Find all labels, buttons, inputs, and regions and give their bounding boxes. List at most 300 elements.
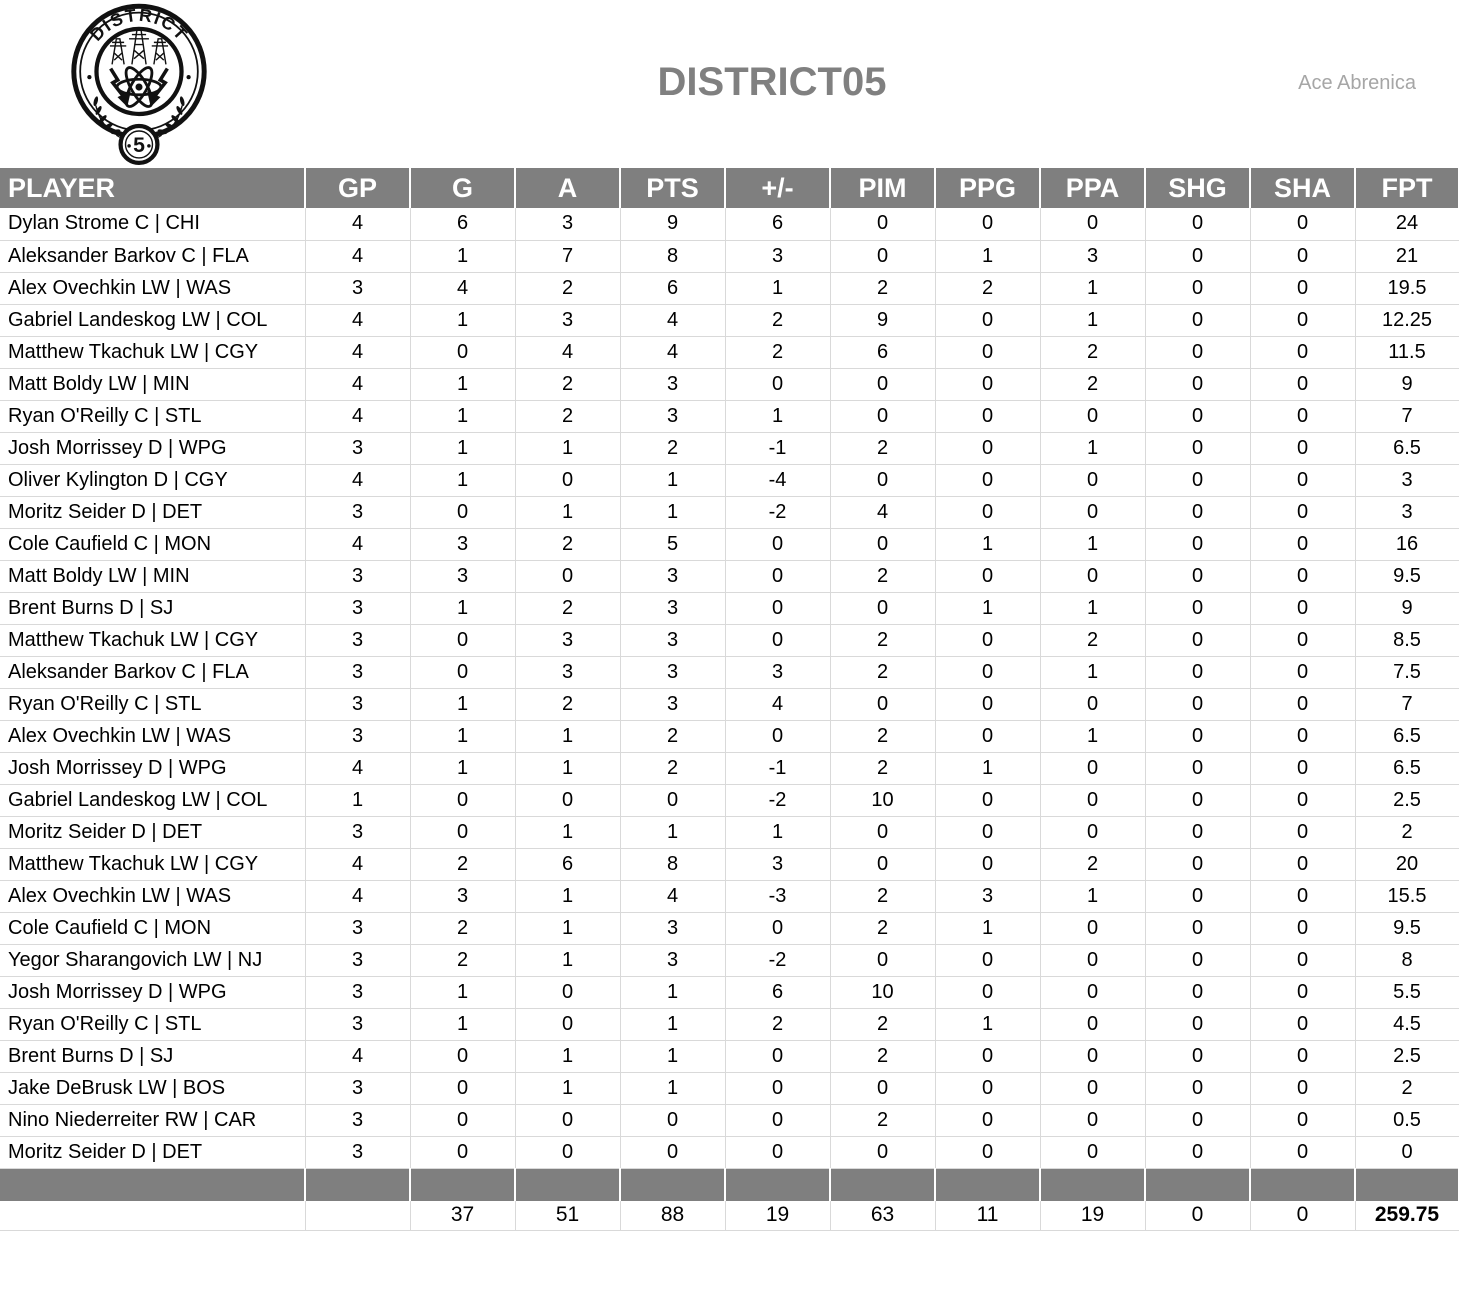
stat-cell: 0 (1250, 336, 1355, 368)
player-cell: Matthew Tkachuk LW | CGY (0, 848, 305, 880)
stat-cell: 0 (1250, 592, 1355, 624)
stat-cell: 2 (515, 592, 620, 624)
stat-cell: 3 (410, 880, 515, 912)
stat-cell: 1 (935, 752, 1040, 784)
stat-cell: 0 (830, 1072, 935, 1104)
district-number-badge (121, 126, 158, 163)
stat-cell: 1 (410, 1008, 515, 1040)
stat-cell: 0 (1145, 208, 1250, 240)
stat-cell: 0 (1250, 400, 1355, 432)
table-body (0, 208, 1459, 1230)
district-5-seal-logo (68, 2, 210, 165)
stat-cell: 2 (1040, 624, 1145, 656)
stat-cell: 0 (1040, 816, 1145, 848)
player-cell: Matt Boldy LW | MIN (0, 368, 305, 400)
stat-cell: 12.25 (1355, 304, 1459, 336)
stat-cell: 0 (1145, 752, 1250, 784)
stat-cell: 0 (1250, 496, 1355, 528)
col-header-pts: PTS (620, 168, 725, 208)
stat-cell: 0 (1040, 688, 1145, 720)
stat-cell: 0 (1250, 304, 1355, 336)
table-row (0, 752, 1459, 784)
stat-cell: 2 (515, 400, 620, 432)
stat-cell: 2 (935, 272, 1040, 304)
stat-cell: 2 (515, 272, 620, 304)
stat-cell: 3 (305, 720, 410, 752)
stat-cell: 15.5 (1355, 880, 1459, 912)
stat-cell: 1 (620, 976, 725, 1008)
stat-cell: 1 (515, 1040, 620, 1072)
separator-cell (1040, 1168, 1145, 1201)
stat-cell: 0 (725, 912, 830, 944)
player-cell: Cole Caufield C | MON (0, 912, 305, 944)
stat-cell: 4 (410, 272, 515, 304)
stat-cell: 6 (620, 272, 725, 304)
stat-cell: 0 (1250, 240, 1355, 272)
stat-cell: 9 (1355, 592, 1459, 624)
table-row (0, 464, 1459, 496)
stat-cell: 2 (1040, 336, 1145, 368)
table-row (0, 560, 1459, 592)
stat-cell: 0 (1040, 912, 1145, 944)
player-cell: Alex Ovechkin LW | WAS (0, 720, 305, 752)
stat-cell: 8 (1355, 944, 1459, 976)
stat-cell: 1 (410, 240, 515, 272)
totals-row (0, 1201, 1459, 1230)
stat-cell: 0 (1145, 1072, 1250, 1104)
stat-cell: 2 (830, 912, 935, 944)
stat-cell: 1 (725, 272, 830, 304)
total-cell: 88 (620, 1201, 725, 1230)
stat-cell: 7.5 (1355, 656, 1459, 688)
stat-cell: 3 (620, 944, 725, 976)
stat-cell: 3 (305, 592, 410, 624)
stat-cell: 7 (1355, 400, 1459, 432)
stat-cell: 0 (1250, 752, 1355, 784)
stat-cell: 2.5 (1355, 784, 1459, 816)
stat-cell: 0 (1250, 880, 1355, 912)
player-cell: Moritz Seider D | DET (0, 816, 305, 848)
stat-cell: 3 (725, 656, 830, 688)
stat-cell: 0 (620, 784, 725, 816)
stat-cell: 3 (620, 624, 725, 656)
stat-cell: 4 (830, 496, 935, 528)
stat-cell: 2 (830, 880, 935, 912)
stat-cell: 3 (305, 624, 410, 656)
stat-cell: 0 (935, 1072, 1040, 1104)
col-header-player: PLAYER (0, 168, 305, 208)
stat-cell: 4 (305, 368, 410, 400)
stat-cell: 1 (410, 752, 515, 784)
stat-cell: 1 (515, 720, 620, 752)
stat-cell: 0 (1145, 688, 1250, 720)
stat-cell: 2 (515, 688, 620, 720)
stat-cell: 0 (725, 1136, 830, 1168)
stat-cell: 0 (1040, 1104, 1145, 1136)
stat-cell: 8 (620, 240, 725, 272)
stat-cell: 1 (1040, 528, 1145, 560)
stat-cell: 4 (515, 336, 620, 368)
table-row (0, 784, 1459, 816)
stat-cell: 2 (830, 432, 935, 464)
stat-cell: 2 (515, 528, 620, 560)
stat-cell: 3 (305, 560, 410, 592)
stat-cell: 2 (830, 1040, 935, 1072)
stat-cell: 1 (410, 432, 515, 464)
stat-cell: 3 (305, 1072, 410, 1104)
total-cell (305, 1201, 410, 1230)
stat-cell: 3 (620, 912, 725, 944)
stat-cell: 1 (515, 752, 620, 784)
stat-cell: 0 (935, 464, 1040, 496)
stat-cell: 0 (830, 240, 935, 272)
stat-cell: 9.5 (1355, 560, 1459, 592)
stat-cell: 0 (410, 1040, 515, 1072)
player-cell: Ryan O'Reilly C | STL (0, 688, 305, 720)
total-cell: 19 (725, 1201, 830, 1230)
stat-cell: 0 (830, 688, 935, 720)
table-row (0, 1104, 1459, 1136)
stat-cell: 0 (725, 1072, 830, 1104)
stat-cell: 0 (1250, 784, 1355, 816)
stat-cell: 6 (725, 976, 830, 1008)
report-header (0, 0, 1459, 168)
stat-cell: 0 (935, 816, 1040, 848)
stat-cell: 11.5 (1355, 336, 1459, 368)
stat-cell: 0 (935, 560, 1040, 592)
stat-cell: 0 (1250, 944, 1355, 976)
stat-cell: 1 (1040, 304, 1145, 336)
separator-row (0, 1168, 1459, 1201)
stat-cell: 0 (725, 624, 830, 656)
stat-cell: 0 (1355, 1136, 1459, 1168)
stat-cell: 0 (515, 560, 620, 592)
stat-cell: 3 (305, 496, 410, 528)
player-cell: Matt Boldy LW | MIN (0, 560, 305, 592)
stat-cell: 9 (1355, 368, 1459, 400)
stat-cell: 0 (515, 784, 620, 816)
stat-cell: 1 (1040, 656, 1145, 688)
total-cell: 51 (515, 1201, 620, 1230)
player-cell: Brent Burns D | SJ (0, 592, 305, 624)
stat-cell: 3 (305, 272, 410, 304)
stat-cell: 7 (515, 240, 620, 272)
total-cell: 63 (830, 1201, 935, 1230)
stat-cell: 0 (935, 304, 1040, 336)
stat-cell: 6 (830, 336, 935, 368)
stat-cell: 1 (410, 368, 515, 400)
stat-cell: -2 (725, 944, 830, 976)
stat-cell: 3 (410, 528, 515, 560)
stat-cell: 1 (515, 880, 620, 912)
stat-cell: 0 (1250, 1040, 1355, 1072)
stat-cell: 1 (410, 464, 515, 496)
stat-cell: 3 (515, 208, 620, 240)
stat-cell: 6 (410, 208, 515, 240)
separator-cell (410, 1168, 515, 1201)
stat-cell: 0 (1250, 208, 1355, 240)
stat-cell: 0 (410, 496, 515, 528)
stat-cell: 0 (935, 496, 1040, 528)
stat-cell: 0 (410, 816, 515, 848)
stat-cell: 0 (1250, 464, 1355, 496)
stat-cell: 1 (1040, 432, 1145, 464)
stat-cell: 3 (620, 656, 725, 688)
stat-cell: 3 (305, 1008, 410, 1040)
stat-cell: 0 (1250, 560, 1355, 592)
stat-cell: 3 (305, 976, 410, 1008)
separator-cell (935, 1168, 1040, 1201)
player-cell: Oliver Kylington D | CGY (0, 464, 305, 496)
stat-cell: 4 (305, 1040, 410, 1072)
stat-cell: 9 (830, 304, 935, 336)
stat-cell: 2.5 (1355, 1040, 1459, 1072)
stat-cell: 21 (1355, 240, 1459, 272)
stat-cell: 0 (830, 208, 935, 240)
stat-cell: 1 (305, 784, 410, 816)
separator-cell (515, 1168, 620, 1201)
stat-cell: 3 (305, 1136, 410, 1168)
player-cell: Moritz Seider D | DET (0, 1136, 305, 1168)
stat-cell: 2 (830, 560, 935, 592)
stat-cell: 0 (935, 784, 1040, 816)
stat-cell: -2 (725, 496, 830, 528)
total-cell: 19 (1040, 1201, 1145, 1230)
stat-cell: 0 (1250, 528, 1355, 560)
total-cell: 0 (1145, 1201, 1250, 1230)
stat-cell: 2 (410, 848, 515, 880)
stat-cell: 1 (620, 1008, 725, 1040)
stat-cell: 0 (1250, 848, 1355, 880)
stat-cell: 6.5 (1355, 432, 1459, 464)
stat-cell: 0 (1250, 1136, 1355, 1168)
stat-cell: 19.5 (1355, 272, 1459, 304)
stat-cell: 0 (935, 656, 1040, 688)
player-cell: Alex Ovechkin LW | WAS (0, 880, 305, 912)
stat-cell: 0 (1145, 880, 1250, 912)
player-cell: Yegor Sharangovich LW | NJ (0, 944, 305, 976)
stat-cell: 0 (1250, 624, 1355, 656)
table-row (0, 912, 1459, 944)
stat-cell: 1 (515, 496, 620, 528)
stat-cell: 16 (1355, 528, 1459, 560)
table-row (0, 1008, 1459, 1040)
table-row (0, 272, 1459, 304)
page-title: DISTRICT05 (657, 60, 887, 104)
stat-cell: 0 (1145, 304, 1250, 336)
stat-cell: 8 (620, 848, 725, 880)
stat-cell: 4 (305, 400, 410, 432)
stat-cell: 1 (1040, 272, 1145, 304)
stat-cell: 0 (830, 528, 935, 560)
stat-cell: 0 (830, 1136, 935, 1168)
stat-cell: 0 (725, 1104, 830, 1136)
stat-cell: 6.5 (1355, 752, 1459, 784)
table-row (0, 720, 1459, 752)
col-header-gp: GP (305, 168, 410, 208)
stat-cell: 1 (620, 816, 725, 848)
stat-cell: 3 (935, 880, 1040, 912)
stat-cell: 3 (305, 912, 410, 944)
table-row (0, 944, 1459, 976)
table-row (0, 816, 1459, 848)
stat-cell: 0 (410, 656, 515, 688)
stat-cell: 7 (1355, 688, 1459, 720)
table-row (0, 496, 1459, 528)
stat-cell: 3 (305, 944, 410, 976)
stat-cell: 3 (305, 656, 410, 688)
col-header-ppg: PPG (935, 168, 1040, 208)
stat-cell: 2 (410, 944, 515, 976)
stat-cell: 0 (830, 400, 935, 432)
stat-cell: 0 (515, 464, 620, 496)
separator-cell (725, 1168, 830, 1201)
stat-cell: 3 (1355, 464, 1459, 496)
stat-cell: 0 (725, 720, 830, 752)
stat-cell: 0 (1145, 272, 1250, 304)
stat-cell: 4 (620, 304, 725, 336)
stat-cell: 0 (515, 1008, 620, 1040)
stat-cell: 2 (1040, 848, 1145, 880)
stat-cell: 2 (725, 336, 830, 368)
stat-cell: 0 (410, 1136, 515, 1168)
stat-cell: 1 (1040, 592, 1145, 624)
stat-cell: 1 (515, 1072, 620, 1104)
stat-cell: 0 (830, 816, 935, 848)
separator-cell (1250, 1168, 1355, 1201)
stat-cell: 0 (1250, 656, 1355, 688)
col-header-ppa: PPA (1040, 168, 1145, 208)
stat-cell: 1 (725, 816, 830, 848)
table-row (0, 848, 1459, 880)
stat-cell: -1 (725, 432, 830, 464)
stat-cell: 2 (830, 720, 935, 752)
total-cell: 37 (410, 1201, 515, 1230)
stat-cell: 1 (620, 1040, 725, 1072)
stat-cell: 1 (935, 912, 1040, 944)
stat-cell: 0 (1040, 752, 1145, 784)
stat-cell: 4 (305, 464, 410, 496)
separator-cell (830, 1168, 935, 1201)
stat-cell: 2 (1355, 1072, 1459, 1104)
stat-cell: 0 (830, 944, 935, 976)
stat-cell: 0 (935, 336, 1040, 368)
stat-cell: 0 (1040, 496, 1145, 528)
stat-cell: 1 (410, 720, 515, 752)
owner-name: Ace Abrenica (1298, 72, 1416, 94)
player-cell: Matthew Tkachuk LW | CGY (0, 336, 305, 368)
col-header-shg: SHG (1145, 168, 1250, 208)
table-row (0, 1072, 1459, 1104)
stat-cell: 0 (1040, 1072, 1145, 1104)
stat-cell: 1 (725, 400, 830, 432)
stat-cell: 2 (725, 304, 830, 336)
col-header-plus-minus: +/- (725, 168, 830, 208)
stat-cell: 0 (1145, 592, 1250, 624)
table-row (0, 528, 1459, 560)
stat-cell: 0 (620, 1104, 725, 1136)
stat-cell: 0 (1040, 1040, 1145, 1072)
stat-cell: 10 (830, 784, 935, 816)
stat-cell: 0 (935, 1104, 1040, 1136)
stat-cell: 3 (725, 848, 830, 880)
stat-cell: 2 (830, 624, 935, 656)
stat-cell: 1 (410, 688, 515, 720)
stat-cell: 3 (305, 816, 410, 848)
stat-cell: 3 (620, 592, 725, 624)
player-cell: Moritz Seider D | DET (0, 496, 305, 528)
stat-cell: 3 (305, 688, 410, 720)
player-cell: Alex Ovechkin LW | WAS (0, 272, 305, 304)
stat-cell: 2 (620, 432, 725, 464)
stat-cell: -3 (725, 880, 830, 912)
stat-cell: 2 (620, 752, 725, 784)
player-cell: Josh Morrissey D | WPG (0, 976, 305, 1008)
col-header-g: G (410, 168, 515, 208)
table-row (0, 304, 1459, 336)
stat-cell: 0 (1145, 368, 1250, 400)
stat-cell: 1 (620, 1072, 725, 1104)
table-row (0, 400, 1459, 432)
stat-cell: 9 (620, 208, 725, 240)
stat-cell: 4 (620, 336, 725, 368)
total-cell: 259.75 (1355, 1201, 1459, 1230)
stat-cell: 0 (830, 368, 935, 400)
stat-cell: 10 (830, 976, 935, 1008)
stat-cell: 9.5 (1355, 912, 1459, 944)
player-cell: Ryan O'Reilly C | STL (0, 1008, 305, 1040)
stat-cell: 0 (1145, 432, 1250, 464)
player-cell: Nino Niederreiter RW | CAR (0, 1104, 305, 1136)
stat-cell: 3 (515, 304, 620, 336)
player-cell: Jake DeBrusk LW | BOS (0, 1072, 305, 1104)
stat-cell: 3 (410, 560, 515, 592)
separator-cell (1145, 1168, 1250, 1201)
stat-cell: 3 (620, 400, 725, 432)
stat-cell: 0 (1145, 1040, 1250, 1072)
stat-cell: 1 (515, 944, 620, 976)
table-row (0, 688, 1459, 720)
stat-cell: 0 (1040, 784, 1145, 816)
stat-cell: 0 (725, 368, 830, 400)
table-row (0, 656, 1459, 688)
stat-cell: 0 (1145, 1008, 1250, 1040)
stat-cell: 0 (725, 592, 830, 624)
stat-cell: 0 (1145, 496, 1250, 528)
stat-cell: 2 (830, 656, 935, 688)
table-row (0, 336, 1459, 368)
stat-cell: 2 (830, 1104, 935, 1136)
stat-cell: 1 (410, 976, 515, 1008)
stat-cell: 0 (1250, 976, 1355, 1008)
stat-cell: 0 (935, 976, 1040, 1008)
stat-cell: 1 (620, 496, 725, 528)
stat-cell: 0 (410, 1104, 515, 1136)
stat-cell: 4 (725, 688, 830, 720)
stat-cell: 0 (935, 1040, 1040, 1072)
stat-cell: 6 (515, 848, 620, 880)
table-row (0, 880, 1459, 912)
stat-cell: 0 (830, 592, 935, 624)
table-row (0, 976, 1459, 1008)
logo-left-dot (87, 75, 91, 79)
table-row (0, 432, 1459, 464)
stat-cell: 0 (1145, 1136, 1250, 1168)
player-cell: Aleksander Barkov C | FLA (0, 240, 305, 272)
stat-cell: -2 (725, 784, 830, 816)
stat-cell: 0 (1040, 976, 1145, 1008)
stat-cell: 5 (620, 528, 725, 560)
